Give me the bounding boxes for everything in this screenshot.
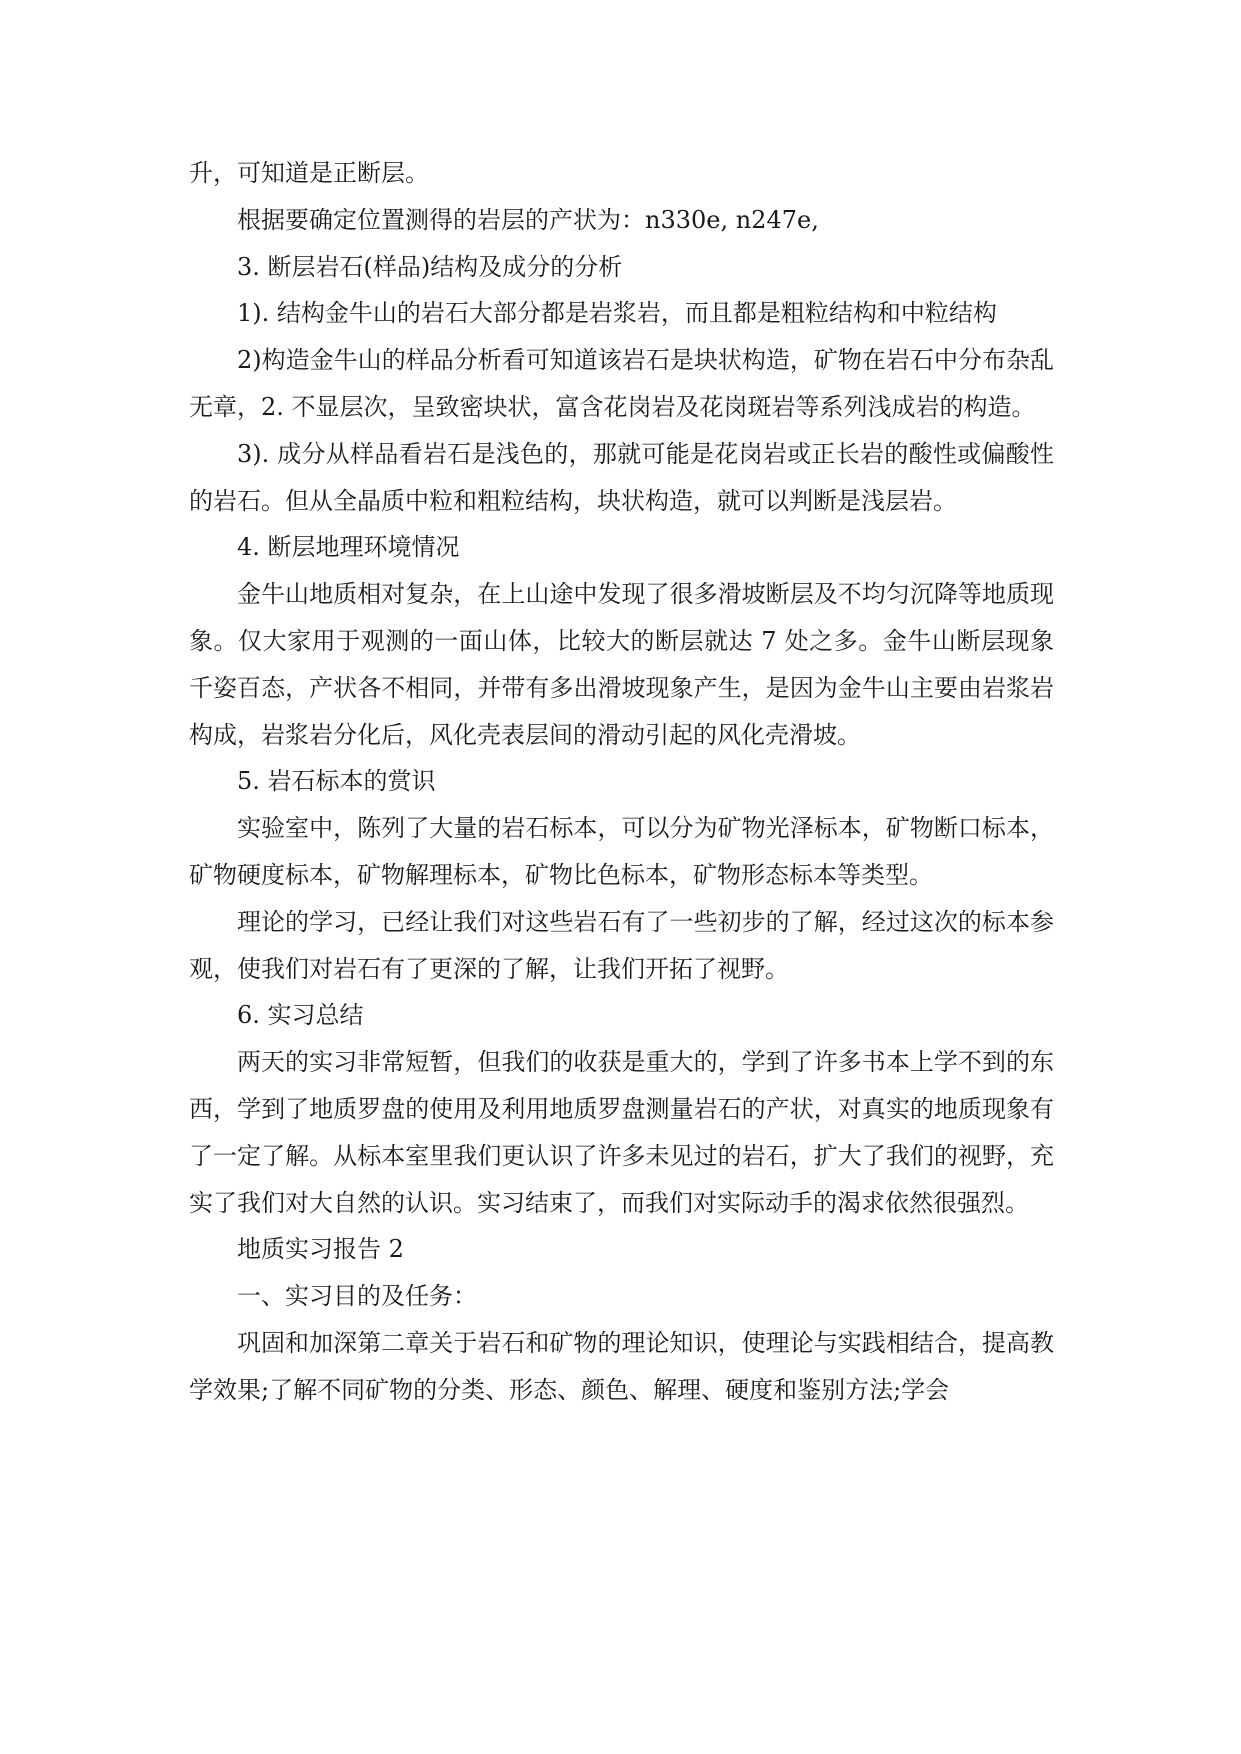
section-heading-rock-analysis: 3. 断层岩石(样品)结构及成分的分析 — [237, 252, 623, 281]
section-heading-summary: 6. 实习总结 — [237, 1001, 364, 1030]
paragraph-continued-conclusion: 升，可知道是正断层。 — [189, 159, 429, 187]
section-heading-purpose: 一、实习目的及任务： — [237, 1282, 477, 1311]
paragraph-theory-study: 理论的学习，已经让我们对这些岩石有了一些初步的了解，经过这次的标本参观，使我们对岩石有了更深的了解，让我们开拓了视野。 — [189, 907, 1054, 983]
paragraph-summary: 两天的实习非常短暂，但我们的收获是重大的，学到了许多书本上学不到的东西，学到了地质罗盘的使用及利用地质罗盘测量岩石的产状，对真实的地质现象有了一定了解。从标本室里我们更认识了许多未见过的岩石，扩大了我们的视野，充实了我们对大自然的认识。实习结束了，而我们对实际动手的渴求依然很强烈。 — [189, 1048, 1054, 1217]
section-heading-specimen-appreciation: 5. 岩石标本的赏识 — [237, 767, 436, 796]
report-title-2: 地质实习报告 2 — [237, 1235, 404, 1264]
paragraph-composition: 3). 成分从样品看岩石是浅色的，那就可能是花岗岩或正长岩的酸性或偏酸性的岩石。但从全晶质中粒和粗粒结构，块状构造，就可以判断是浅层岩。 — [189, 439, 1054, 515]
paragraph-attitude-measurement: 根据要确定位置测得的岩层的产状为：n330e, n247e, — [237, 205, 819, 234]
paragraph-laboratory-specimens: 实验室中，陈列了大量的岩石标本，可以分为矿物光泽标本，矿物断口标本，矿物硬度标本，矿物解理标本，矿物比色标本，矿物形态标本等类型。 — [189, 814, 1054, 889]
section-heading-geographic-environment: 4. 断层地理环境情况 — [237, 533, 460, 562]
paragraph-tectonic-structure: 2)构造金牛山的样品分析看可知道该岩石是块状构造，矿物在岩石中分布杂乱无章，2. 不显层次，呈致密块状，富含花岗岩及花岗斑岩等系列浅成岩的构造。 — [189, 346, 1054, 421]
paragraph-purpose: 巩固和加深第二章关于岩石和矿物的理论知识，使理论与实践相结合，提高教学效果;了解不同矿物的分类、形态、颜色、解理、硬度和鉴别方法;学会 — [189, 1328, 1054, 1404]
paragraph-structure: 1). 结构金牛山的岩石大部分都是岩浆岩，而且都是粗粒结构和中粒结构 — [237, 299, 997, 328]
paragraph-jinniushan-geology: 金牛山地质相对复杂，在上山途中发现了很多滑坡断层及不均匀沉降等地质现象。仅大家用于观测的一面山体，比较大的断层就达 7 处之多。金牛山断层现象千姿百态，产状各不相同，并带有多出滑坡现象产生，是因为金牛山主要由岩浆岩构成，岩浆岩分化后，风化壳表层间的滑动引起的风化壳滑坡。 — [189, 580, 1054, 749]
document-page — [189, 150, 1054, 1414]
